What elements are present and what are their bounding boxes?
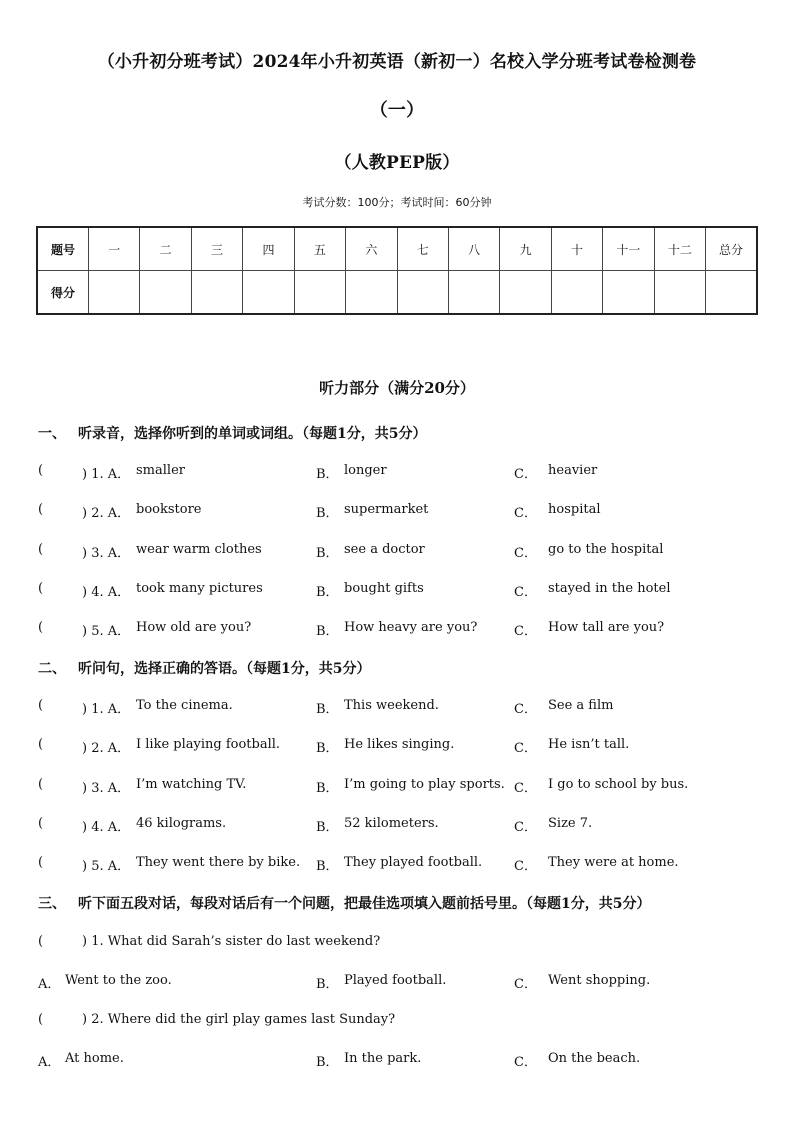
option-a: 46 kilograms.	[136, 816, 227, 831]
answer-paren: (	[38, 855, 44, 870]
option-a: Went to the zoo.	[65, 973, 172, 988]
option-b: supermarket	[344, 502, 429, 517]
question-row	[38, 463, 758, 481]
option-c-label: C．	[514, 506, 537, 521]
question-number: ) 5. A．	[82, 859, 131, 874]
option-c-label: C．	[514, 977, 537, 992]
column-header: 十	[551, 227, 602, 271]
question-number: ) 3. A．	[82, 781, 131, 796]
option-b: In the park.	[344, 1051, 422, 1066]
question-row	[38, 502, 758, 520]
option-b: Played football.	[344, 973, 447, 988]
column-header: 七	[397, 227, 448, 271]
option-b: He likes singing.	[344, 737, 455, 752]
section-number: 三、	[38, 896, 66, 912]
option-b-label: B．	[316, 506, 339, 521]
option-a: They went there by bike.	[136, 855, 301, 870]
option-a: bookstore	[136, 502, 202, 517]
section-instructions: 听录音，选择你听到的单词或词组。（每题1分，共5分）	[78, 426, 427, 442]
option-b-label: B．	[316, 702, 339, 717]
column-header: 一	[89, 227, 140, 271]
option-c: heavier	[548, 463, 598, 478]
option-b-label: B．	[316, 546, 339, 561]
option-c-label: C．	[514, 741, 537, 756]
answer-paren: (	[38, 502, 44, 517]
question-row	[38, 855, 758, 873]
answer-paren: (	[38, 581, 44, 596]
option-c-label: C．	[514, 859, 537, 874]
option-a: At home.	[65, 1051, 124, 1066]
option-b-label: B．	[316, 624, 339, 639]
option-b: 52 kilometers.	[344, 816, 439, 831]
section-3-heading	[38, 893, 650, 913]
question-row	[38, 737, 758, 755]
option-a: I like playing football.	[136, 737, 281, 752]
score-cell	[706, 271, 757, 315]
option-b-label: B．	[316, 585, 339, 600]
column-header: 三	[191, 227, 242, 271]
answer-paren: (	[38, 934, 44, 949]
score-cell	[603, 271, 654, 315]
option-a: To the cinema.	[136, 698, 233, 713]
score-cell	[294, 271, 345, 315]
option-b-label: B．	[316, 820, 339, 835]
question-row	[38, 777, 758, 795]
question-number: ) 3. A．	[82, 546, 131, 561]
score-cell	[500, 271, 551, 315]
score-table-score-row	[37, 271, 757, 315]
option-c: I go to school by bus.	[548, 777, 689, 792]
question-number: ) 2. A．	[82, 506, 131, 521]
section-number: 二、	[38, 661, 66, 677]
option-c-label: C．	[514, 1055, 537, 1070]
option-c: stayed in the hotel	[548, 581, 671, 596]
option-b-label: B．	[316, 977, 339, 992]
exam-title: （小升初分班考试）2024年小升初英语（新初一）名校入学分班考试卷检测卷	[97, 52, 697, 72]
option-b: How heavy are you?	[344, 620, 478, 635]
score-table	[36, 226, 758, 315]
score-cell	[346, 271, 397, 315]
question-number-label: 题号	[37, 227, 89, 271]
question-text: ) 2. Where did the girl play games last Sunday?	[82, 1012, 396, 1027]
option-b: I’m going to play sports.	[344, 777, 505, 792]
answer-paren: (	[38, 620, 44, 635]
column-header: 二	[140, 227, 191, 271]
answer-paren: (	[38, 463, 44, 478]
listening-section-title: 听力部分（满分20分）	[319, 379, 475, 397]
question-number: ) 2. A．	[82, 741, 131, 756]
exam-info: 考试分数：100分；考试时间：60分钟	[302, 196, 492, 209]
score-cell	[654, 271, 705, 315]
question-number: ) 1. A．	[82, 467, 131, 482]
option-c-label: C．	[514, 467, 537, 482]
option-c: On the beach.	[548, 1051, 641, 1066]
option-b: They played football.	[344, 855, 483, 870]
answer-paren: (	[38, 777, 44, 792]
options-row	[38, 973, 758, 991]
question-row	[38, 698, 758, 716]
column-header: 总分	[706, 227, 757, 271]
question-number: ) 1. A．	[82, 702, 131, 717]
question-row	[38, 816, 758, 834]
option-a: How old are you?	[136, 620, 252, 635]
option-c: Size 7.	[548, 816, 593, 831]
column-header: 五	[294, 227, 345, 271]
question-row	[38, 542, 758, 560]
score-cell	[448, 271, 499, 315]
option-b: see a doctor	[344, 542, 425, 557]
option-c: How tall are you?	[548, 620, 665, 635]
question-row	[38, 581, 758, 599]
question-number: ) 5. A．	[82, 624, 131, 639]
option-c-label: C．	[514, 585, 537, 600]
option-c-label: C．	[514, 781, 537, 796]
question-number: ) 4. A．	[82, 585, 131, 600]
exam-title-volume: （一）	[369, 100, 425, 121]
option-a-label: A．	[38, 1055, 61, 1070]
score-label: 得分	[37, 271, 89, 315]
option-c-label: C．	[514, 702, 537, 717]
answer-paren: (	[38, 816, 44, 831]
option-c-label: C．	[514, 546, 537, 561]
option-b-label: B．	[316, 1055, 339, 1070]
answer-paren: (	[38, 698, 44, 713]
column-header: 十一	[603, 227, 654, 271]
option-b: This weekend.	[344, 698, 439, 713]
question-stem	[38, 1012, 758, 1030]
column-header: 八	[448, 227, 499, 271]
option-b-label: B．	[316, 741, 339, 756]
option-b-label: B．	[316, 467, 339, 482]
answer-paren: (	[38, 1012, 44, 1027]
section-1-heading	[38, 423, 426, 443]
option-c: go to the hospital	[548, 542, 664, 557]
score-table-header-row	[37, 227, 757, 271]
column-header: 六	[346, 227, 397, 271]
options-row	[38, 1051, 758, 1069]
option-a: wear warm clothes	[136, 542, 262, 557]
option-c: They were at home.	[548, 855, 679, 870]
question-text: ) 1. What did Sarah’s sister do last weekend?	[82, 934, 381, 949]
option-c: He isn’t tall.	[548, 737, 630, 752]
answer-paren: (	[38, 542, 44, 557]
question-stem	[38, 934, 758, 952]
score-cell	[89, 271, 140, 315]
option-b-label: B．	[316, 859, 339, 874]
section-2-heading	[38, 658, 370, 678]
column-header: 四	[243, 227, 294, 271]
section-number: 一、	[38, 426, 66, 442]
option-c-label: C．	[514, 820, 537, 835]
exam-edition: （人教PEP版）	[334, 153, 460, 173]
score-cell	[551, 271, 602, 315]
option-b: longer	[344, 463, 387, 478]
option-a: I’m watching TV.	[136, 777, 247, 792]
section-instructions: 听下面五段对话，每段对话后有一个问题，把最佳选项填入题前括号里。（每题1分，共5分）	[78, 896, 651, 912]
answer-paren: (	[38, 737, 44, 752]
option-c: Went shopping.	[548, 973, 651, 988]
option-a-label: A．	[38, 977, 61, 992]
section-instructions: 听问句，选择正确的答语。（每题1分，共5分）	[78, 661, 371, 677]
option-c: See a film	[548, 698, 614, 713]
question-number: ) 4. A．	[82, 820, 131, 835]
option-c: hospital	[548, 502, 601, 517]
score-cell	[243, 271, 294, 315]
score-cell	[140, 271, 191, 315]
option-a: took many pictures	[136, 581, 263, 596]
column-header: 九	[500, 227, 551, 271]
score-cell	[191, 271, 242, 315]
option-a: smaller	[136, 463, 185, 478]
column-header: 十二	[654, 227, 705, 271]
question-row	[38, 620, 758, 638]
option-c-label: C．	[514, 624, 537, 639]
option-b: bought gifts	[344, 581, 424, 596]
option-b-label: B．	[316, 781, 339, 796]
score-cell	[397, 271, 448, 315]
